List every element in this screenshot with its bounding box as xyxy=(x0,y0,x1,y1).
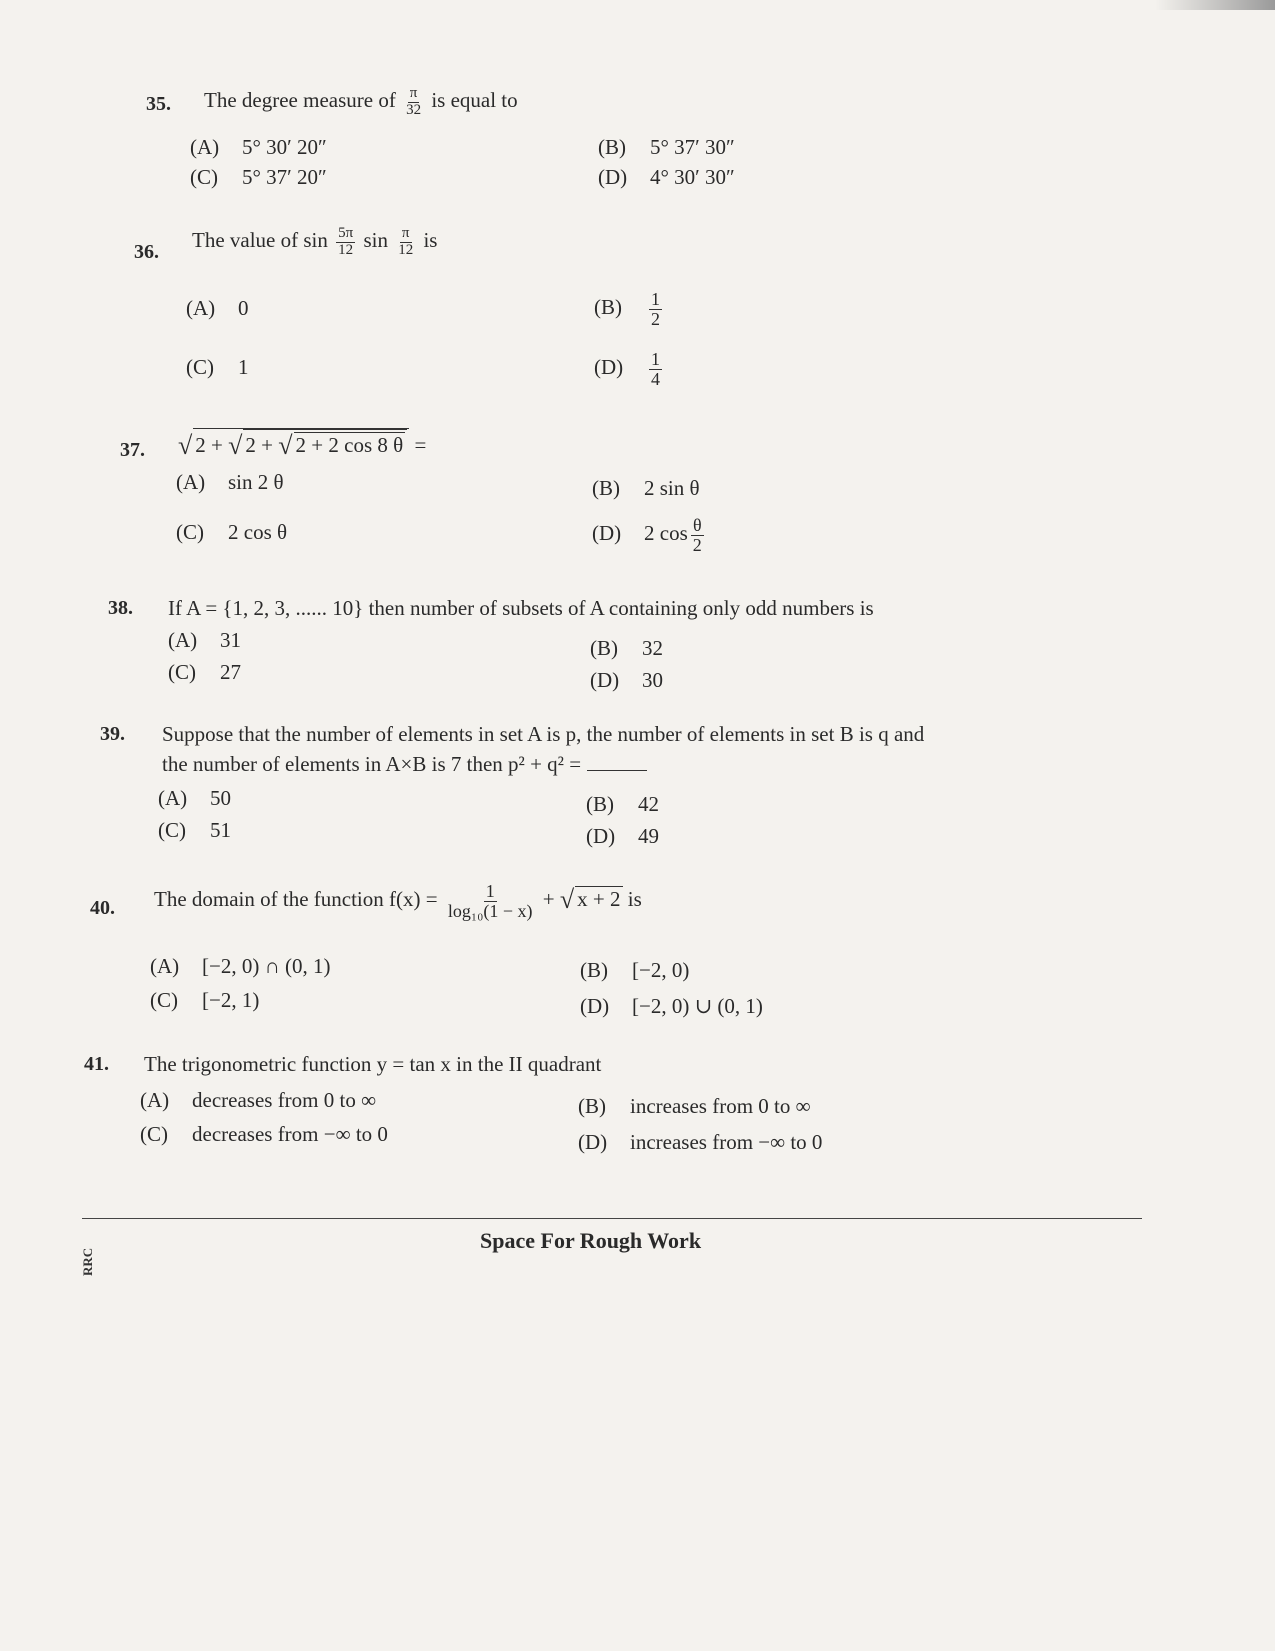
option-b[interactable]: (B) 42 xyxy=(586,792,659,816)
question-number: 39. xyxy=(100,723,125,745)
option-c[interactable]: (C) 5° 37′ 20″ xyxy=(190,165,327,189)
option-c[interactable]: (C) 51 xyxy=(158,818,231,842)
option-b[interactable]: (B) 2 sin θ xyxy=(592,476,700,500)
question-text: The domain of the function f(x) = $\frac{1}{\text{log₁₀(1 − x)}}$ + √ x + 2 is xyxy=(154,881,642,921)
option-b[interactable]: (B) increases from 0 to ∞ xyxy=(578,1094,811,1118)
option-a[interactable]: (A) 50 xyxy=(158,786,231,810)
question-number: 38. xyxy=(108,597,133,619)
option-c[interactable]: (C) 2 cos θ xyxy=(176,520,288,544)
option-a[interactable]: (A) 0 xyxy=(186,296,249,320)
rough-work-label: Space For Rough Work xyxy=(480,1228,702,1253)
question-number: 35. xyxy=(146,93,171,115)
question-number: 36. xyxy=(134,241,159,263)
option-c[interactable]: (C) decreases from −∞ to 0 xyxy=(140,1122,388,1146)
option-c[interactable]: (C) [−2, 1) xyxy=(150,988,260,1012)
option-d[interactable]: (D) [−2, 0) ∪ (0, 1) xyxy=(580,994,763,1018)
footer-divider xyxy=(82,1218,1142,1219)
option-d[interactable]: (D) increases from −∞ to 0 xyxy=(578,1130,823,1154)
option-d[interactable]: (D) 2 cos $\frac{\theta}{2}$ xyxy=(592,515,702,555)
option-c[interactable]: (C) 27 xyxy=(168,660,241,684)
side-code-mark: RRC xyxy=(80,1247,95,1276)
nested-radical-expression: √ 2 + √ 2 + √ 2 + 2 cos 8 θ = xyxy=(178,428,426,461)
option-b[interactable]: (B) 5° 37′ 30″ xyxy=(598,135,735,159)
question-text: If A = {1, 2, 3, ...... 10} then number of subsets of A containing only odd numbers is xyxy=(168,596,874,620)
question-number: 37. xyxy=(120,439,145,461)
option-a[interactable]: (A) 5° 30′ 20″ xyxy=(190,135,327,159)
option-d[interactable]: (D) 30 xyxy=(590,668,663,692)
option-d[interactable]: (D) $\frac{1}{4}$ xyxy=(594,349,660,389)
scan-edge-shadow xyxy=(1155,0,1275,10)
option-a[interactable]: (A) sin 2 θ xyxy=(176,470,284,494)
option-c[interactable]: (C) 1 xyxy=(186,355,249,379)
option-b[interactable]: (B) 32 xyxy=(590,636,663,660)
question-number: 40. xyxy=(90,897,115,919)
question-text-line-2: the number of elements in A×B is 7 then p² + q² = xyxy=(162,752,647,777)
option-a[interactable]: (A) decreases from 0 to ∞ xyxy=(140,1088,377,1112)
option-b[interactable]: (B) $\frac{1}{2}$ xyxy=(594,289,660,329)
option-d[interactable]: (D) 49 xyxy=(586,824,659,848)
question-text: The trigonometric function y = tan x in the II quadrant xyxy=(144,1052,602,1076)
question-number: 41. xyxy=(84,1053,109,1075)
answer-blank xyxy=(587,770,647,771)
option-a[interactable]: (A) 31 xyxy=(168,628,241,652)
option-a[interactable]: (A) [−2, 0) ∩ (0, 1) xyxy=(150,954,331,978)
question-text: The value of sin $\frac{5\pi}{12}$ sin $\frac{\pi}{12}$ is xyxy=(192,225,438,258)
question-text: The degree measure of $\frac{\pi}{32}$ is equal to xyxy=(204,85,518,118)
option-d[interactable]: (D) 4° 30′ 30″ xyxy=(598,165,735,189)
fraction: $\frac{\pi}{32}$ xyxy=(406,85,422,118)
option-b[interactable]: (B) [−2, 0) xyxy=(580,958,690,982)
question-text-line-1: Suppose that the number of elements in set A is p, the number of elements in set B is q and xyxy=(162,722,925,746)
